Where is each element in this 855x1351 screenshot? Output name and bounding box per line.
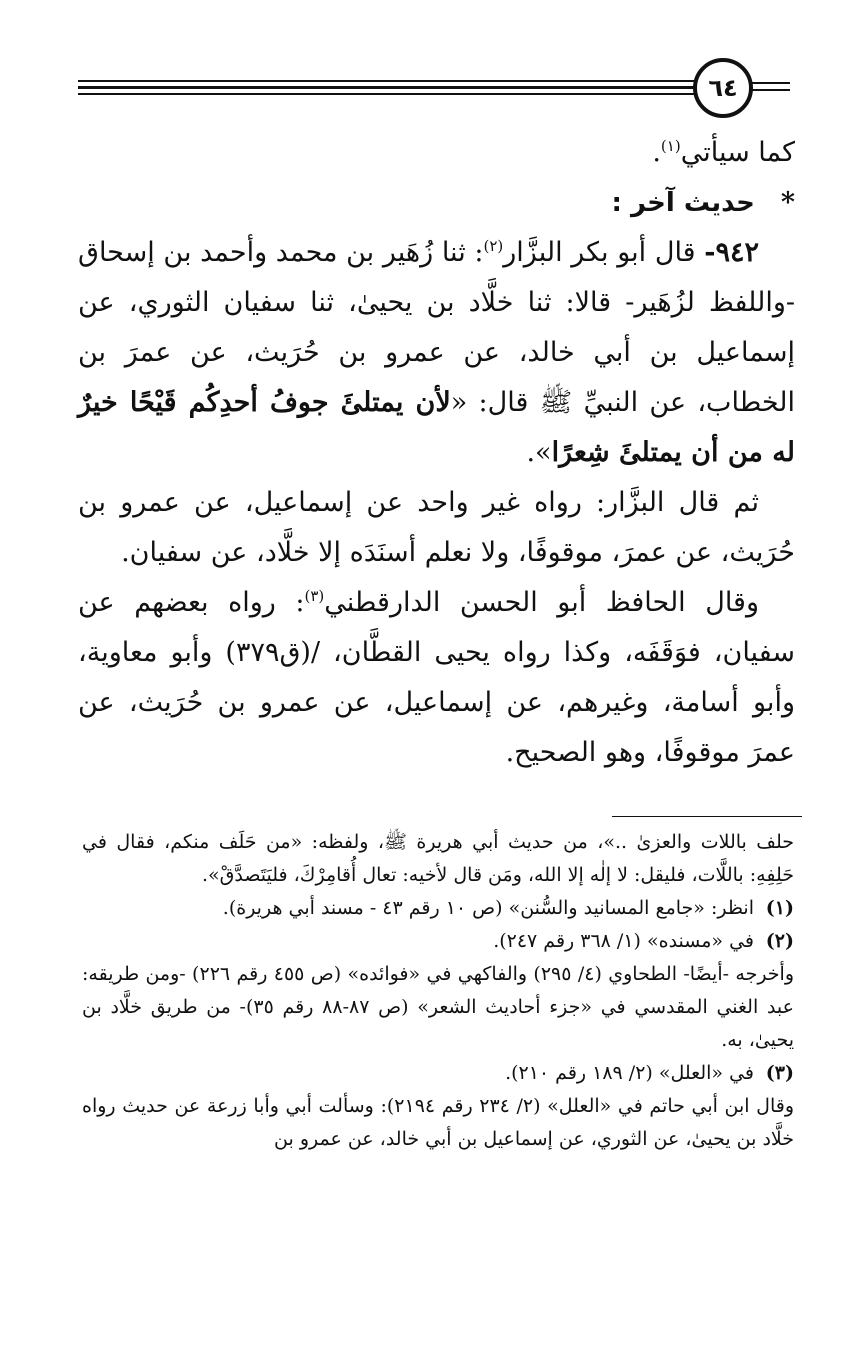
continuation-end: . <box>652 137 661 168</box>
hadith-paragraph <box>78 228 795 478</box>
footnote-text: في «العلل» (٢/ ١٨٩ رقم ٢١٠). <box>505 1062 754 1084</box>
page-number: ٦٤ <box>693 58 753 118</box>
footnote-item <box>82 1057 794 1090</box>
footnote-ref: (٢) <box>483 237 504 255</box>
section-title: حديث آخر : <box>611 188 755 218</box>
para1-chain: : ثنا زُهَير بن محمد وأحمد بن إسحاق -واللفظ لزُهَير- قالا: ثنا خلَّاد بن يحيىٰ، ثنا سفيان الثوري، عن إسماعيل بن أبي خالد، عن عمرو بن حُرَيث، عن عمرَ بن الخطاب، عن النبيِّ ﷺ قال: « <box>78 237 796 418</box>
continuation-text: كما سيأتي <box>680 137 795 168</box>
footnote-text: في «مسنده» (١/ ٣٦٨ رقم ٢٤٧). <box>493 930 754 952</box>
para1-intro: قال أبو بكر البزَّار <box>503 237 696 268</box>
header-rule <box>748 89 790 91</box>
footnote-item <box>82 925 794 958</box>
main-text <box>78 128 795 778</box>
asterisk-marker: * <box>780 187 795 218</box>
footnote-number: (١) <box>765 897 794 919</box>
footnote-number: (٣) <box>765 1062 794 1084</box>
header-rule <box>78 86 698 89</box>
footnote-continuation: وأخرجه -أيضًا- الطحاوي (٤/ ٢٩٥) والفاكهي في «فوائده» (ص ٤٥٥ رقم ٢٢٦) -ومن طريقه: عبد الغني المقدسي في «جزء أحاديث الشعر» (ص ٨٧-٨٨ رقم ٣٥)- من طريق خلَّاد بن يحيىٰ، به. <box>82 963 795 1051</box>
footnote-item <box>82 892 794 925</box>
footnote-number: (٢) <box>765 930 794 952</box>
section-heading <box>78 178 795 228</box>
footnote-text: انظر: «جامع المسانيد والسُّنن» (ص ١٠ رقم ٤٣ - مسند أبي هريرة). <box>222 897 754 919</box>
para3-body: : رواه بعضهم عن سفيان، فوَقَفَه، وكذا رواه يحيى القطَّان، /(ق٣٧٩) وأبو معاوية، وأبو أسامة، وغيرهم، عن إسماعيل، عن عمرو بن حُرَيث، عن عمرَ موقوفًا، وهو الصحيح. <box>78 587 795 768</box>
page-header <box>78 58 790 118</box>
footnotes <box>82 826 794 1156</box>
para3-intro: وقال الحافظ أبو الحسن الدارقطني <box>324 587 759 618</box>
para1-end: ». <box>526 437 552 468</box>
continuation-line <box>78 128 795 178</box>
header-rule <box>78 80 698 82</box>
footnote-carryover: حلف باللات والعزىٰ ..»، من حديث أبي هريرة ﷺ، ولفظه: «من حَلَف منكم، فقال في حَلِفِهِ: باللَّات، فليقل: لا إلٰه إلا الله، ومَن قال لأخيه: تعال أُقامِرْكَ، فليَتَصدَّقْ». <box>82 831 794 886</box>
commentary-paragraph <box>78 578 795 778</box>
footnote-continuation: وقال ابن أبي حاتم في «العلل» (٢/ ٢٣٤ رقم ٢١٩٤): وسألت أبي وأبا زرعة عن حديث رواه خلَّاد بن يحيىٰ، عن الثوري، عن إسماعيل بن أبي خالد، عن عمرو بن <box>82 1095 794 1150</box>
header-rule <box>78 93 698 95</box>
commentary-paragraph: ثم قال البزَّار: رواه غير واحد عن إسماعيل، عن عمرو بن حُرَيث، عن عمرَ، موقوفًا، ولا نعلم أسنَدَه إلا خلَّاد، عن سفيان. <box>78 487 795 568</box>
hadith-text: لأن يمتلئَ جوفُ أحدِكُم قَيْحًا خيرٌ له من أن يمتلئَ شِعرًا <box>78 387 795 468</box>
footnote-ref: (١) <box>660 137 681 155</box>
footnote-separator <box>612 816 802 817</box>
hadith-number: ٩٤٢- <box>704 237 760 268</box>
footnote-ref: (٣) <box>304 587 325 605</box>
header-rule <box>748 82 790 84</box>
